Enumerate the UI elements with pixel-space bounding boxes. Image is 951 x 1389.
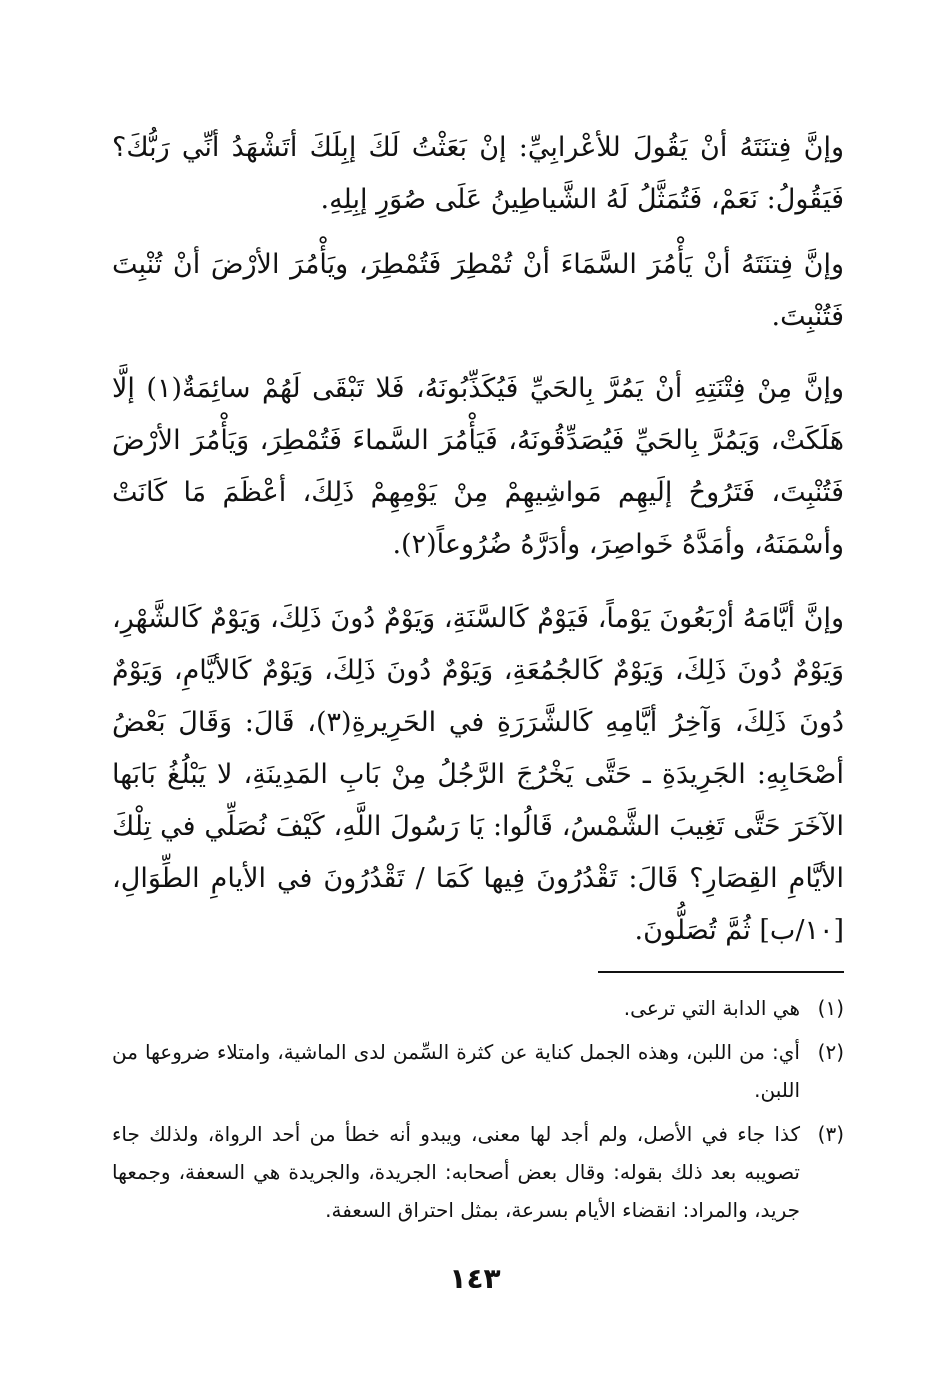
footnote-1	[112, 989, 844, 1027]
footnote-text: كذا جاء في الأصل، ولم أجد لها معنى، ويبدو أنه خطأ من أحد الرواة، ولذلك جاء تصويبه بعد ذلك بقوله: وقال بعض أصحابه: الجريدة، والجريدة هي السعفة، وجمعها جريد، والمراد: انقضاء الأيام بسرعة، بمثل احتراق السعفة.	[112, 1122, 800, 1222]
footnote-text: أي: من اللبن، وهذه الجمل كناية عن كثرة السِّمن لدى الماشية، وامتلاء ضروعها من اللبن.	[112, 1040, 800, 1102]
footnote-text: هي الدابة التي ترعى.	[623, 996, 800, 1020]
footnote-2	[112, 1033, 844, 1109]
paragraph-4: وإنَّ أيَّامَهُ أرْبَعُونَ يَوْماً، فَيَوْمٌ كَالسَّنَةِ، وَيَوْمٌ دُونَ ذَلِكَ، وَيَوْمٌ كَالشَّهْرِ، وَيَوْمٌ دُونَ ذَلِكَ، وَيَوْمٌ كَالجُمُعَةِ، وَيَوْمٌ دُونَ ذَلِكَ، وَيَوْمٌ كَالأيَّامِ، وَيَوْمٌ دُونَ ذَلِكَ، وَآخِرُ أيَّامِهِ كَالشَّرَرَةِ في الحَرِيرةِ(٣)، قَالَ: وَقَالَ بَعْضُ أصْحَابِهِ: الجَرِيدَةِ ـ حَتَّى يَخْرُجَ الرَّجُلُ مِنْ بَابِ المَدِينَةِ، لا يَبْلُغُ بَابَها الآخَرَ حَتَّى تَغِيبَ الشَّمْسُ، قَالُوا: يَا رَسُولَ اللَّهِ، كَيْفَ نُصَلِّي في تِلْكَ الأيَّامِ القِصَارِ؟ قَالَ: تَقْدُرُونَ فِيها كَمَا / تَقْدُرُونَ في الأيامِ الطِّوَالِ، [١٠/ب] ثُمَّ تُصَلُّونَ.	[112, 603, 844, 946]
footnotes	[112, 989, 844, 1235]
footnote-number: (٣)	[817, 1122, 844, 1146]
main-text	[112, 122, 844, 974]
footnote-number: (١)	[817, 996, 844, 1020]
paragraph-3: وإنَّ مِنْ فِتْنَتِهِ أنْ يَمُرَّ بِالحَيِّ فَيُكَذِّبُونَهُ، فَلا تَبْقَى لَهُمْ سائِمَةٌ(١) إلَّا هَلَكَتْ، وَيَمُرَّ بِالحَيِّ فَيُصَدِّقُونَهُ، فَيَأْمُرَ السَّماءَ فَتُمْطِرَ، وَيَأْمُرَ الأرْضَ فَتُنْبِتَ، فَتَرُوحُ إلَيهِم مَواشِيهِمْ مِنْ يَوْمِهِمْ ذَلِكَ، أعْظَمَ مَا كَانَتْ وأسْمَنَهُ، وأمَدَّهُ خَواصِرَ، وأدَرَّهُ ضُرُوعاً(٢).	[112, 373, 844, 560]
footnote-3	[112, 1115, 844, 1229]
footnote-divider	[598, 971, 844, 973]
paragraph-2: وإنَّ فِتنَتَهُ أنْ يَأْمُرَ السَّمَاءَ أنْ تُمْطِرَ فَتُمْطِرَ، ويَأْمُرَ الأرْضَ أنْ تُنْبِتَ فَتُنْبِتَ.	[112, 249, 844, 332]
footnote-number: (٢)	[817, 1040, 844, 1064]
page-number: ١٤٣	[449, 1262, 501, 1295]
paragraph-1: وإنَّ فِتنَتَهُ أنْ يَقُولَ للأعْرابِيِّ: إنْ بَعَثْتُ لَكَ إبِلَكَ أتَشْهَدُ أنِّي رَبُّكَ؟ فَيَقُولُ: نَعَمْ، فَتُمَثَّلُ لَهُ الشَّياطِينُ عَلَى صُوَرِ إبِلِهِ.	[112, 132, 844, 215]
